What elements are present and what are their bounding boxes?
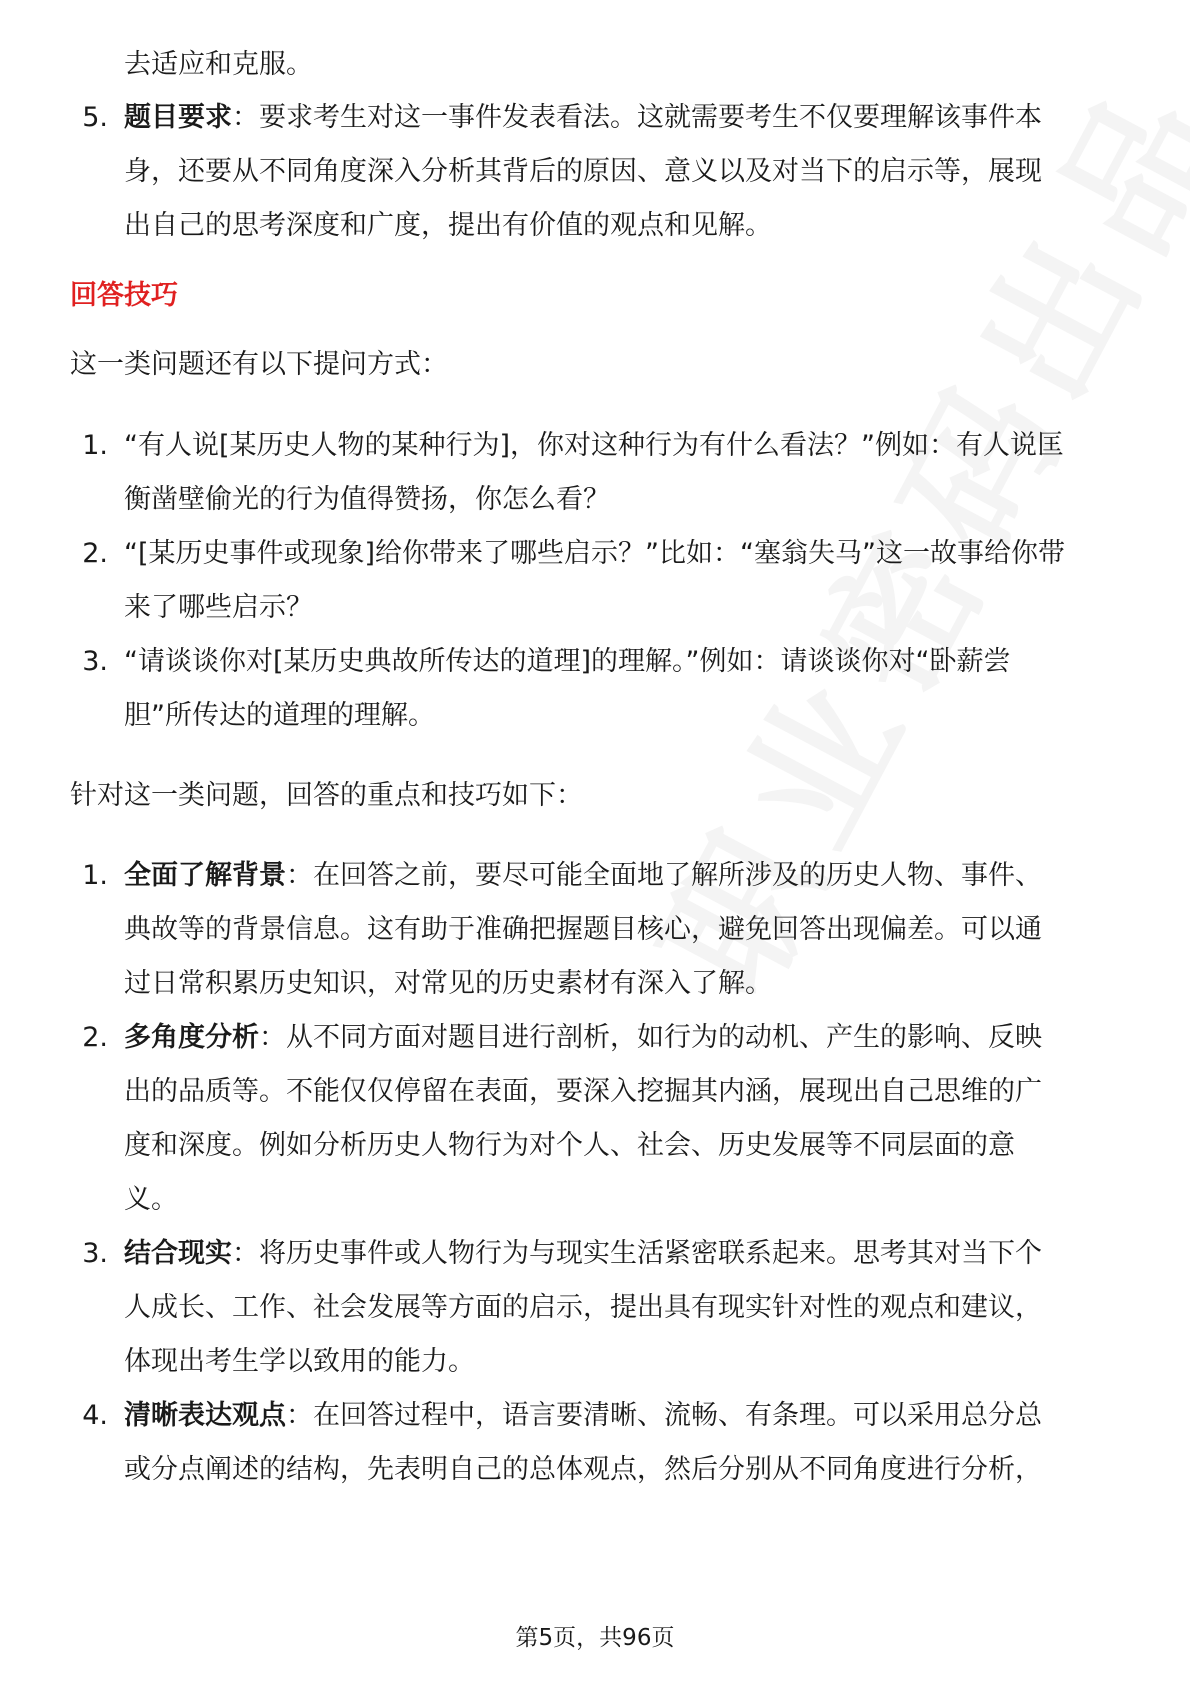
item-label: 清晰表达观点	[124, 1400, 286, 1431]
list-item-line: “请谈谈你对[某历史典故所传达的道理]的理解。”例如：请谈谈你对“卧薪尝	[124, 646, 1011, 677]
list-item-line: 清晰表达观点：在回答过程中，语言要清晰、流畅、有条理。可以采用总分总	[124, 1400, 1042, 1431]
item-label: 结合现实	[124, 1238, 232, 1269]
list-item-line: 典故等的背景信息。这有助于准确把握题目核心，避免回答出现偏差。可以通	[124, 914, 1042, 945]
list-item-line: 人成长、工作、社会发展等方面的启示，提出具有现实针对性的观点和建议，	[124, 1292, 1042, 1323]
list-item-line: 身，还要从不同角度深入分析其背后的原因、意义以及对当下的启示等，展现	[124, 156, 1042, 187]
list-item-line: 胆”所传达的道理的理解。	[124, 700, 435, 731]
list-item-line: 题目要求：要求考生对这一事件发表看法。这就需要考生不仅要理解该事件本	[124, 102, 1042, 133]
item-label: 全面了解背景	[124, 860, 286, 891]
list-number: 2.	[82, 538, 108, 569]
list-item-line: 出自己的思考深度和广度，提出有价值的观点和见解。	[124, 210, 772, 241]
item-label: 题目要求	[124, 102, 232, 133]
list-number: 2.	[82, 1022, 108, 1053]
list-item-line: 结合现实：将历史事件或人物行为与现实生活紧密联系起来。思考其对当下个	[124, 1238, 1042, 1269]
list-item-line: 来了哪些启示？	[124, 592, 313, 623]
list-number: 4.	[82, 1400, 108, 1431]
list-item-line: 义。	[124, 1184, 178, 1215]
list-item-line: 衡凿壁偷光的行为值得赞扬，你怎么看？	[124, 484, 610, 515]
intro-paragraph: 这一类问题还有以下提问方式：	[70, 349, 448, 380]
continuation-line: 去适应和克服。	[124, 49, 313, 80]
item-label: 多角度分析	[124, 1022, 259, 1053]
intro-paragraph: 针对这一类问题，回答的重点和技巧如下：	[70, 780, 583, 811]
page-footer: 第5页，共96页	[515, 1625, 675, 1651]
list-item-line: “有人说[某历史人物的某种行为]，你对这种行为有什么看法？”例如：有人说匡	[124, 430, 1065, 461]
section-heading: 回答技巧	[70, 280, 178, 311]
list-item-line: 体现出考生学以致用的能力。	[124, 1346, 475, 1377]
list-number: 3.	[82, 1238, 108, 1269]
list-item-line: 多角度分析：从不同方面对题目进行剖析，如行为的动机、产生的影响、反映	[124, 1022, 1042, 1053]
list-number: 1.	[82, 860, 108, 891]
list-item-line: 出的品质等。不能仅仅停留在表面，要深入挖掘其内涵，展现出自己思维的广	[124, 1076, 1042, 1107]
list-item-line: 全面了解背景：在回答之前，要尽可能全面地了解所涉及的历史人物、事件、	[124, 860, 1042, 891]
list-item-line: 度和深度。例如分析历史人物行为对个人、社会、历史发展等不同层面的意	[124, 1130, 1015, 1161]
list-number: 5.	[82, 102, 108, 133]
list-item-line: 或分点阐述的结构，先表明自己的总体观点，然后分别从不同角度进行分析，	[124, 1454, 1042, 1485]
list-item-line: 过日常积累历史知识，对常见的历史素材有深入了解。	[124, 968, 772, 999]
list-number: 1.	[82, 430, 108, 461]
list-number: 3.	[82, 646, 108, 677]
list-item-line: “[某历史事件或现象]给你带来了哪些启示？”比如：“塞翁失马”这一故事给你带	[124, 538, 1066, 569]
